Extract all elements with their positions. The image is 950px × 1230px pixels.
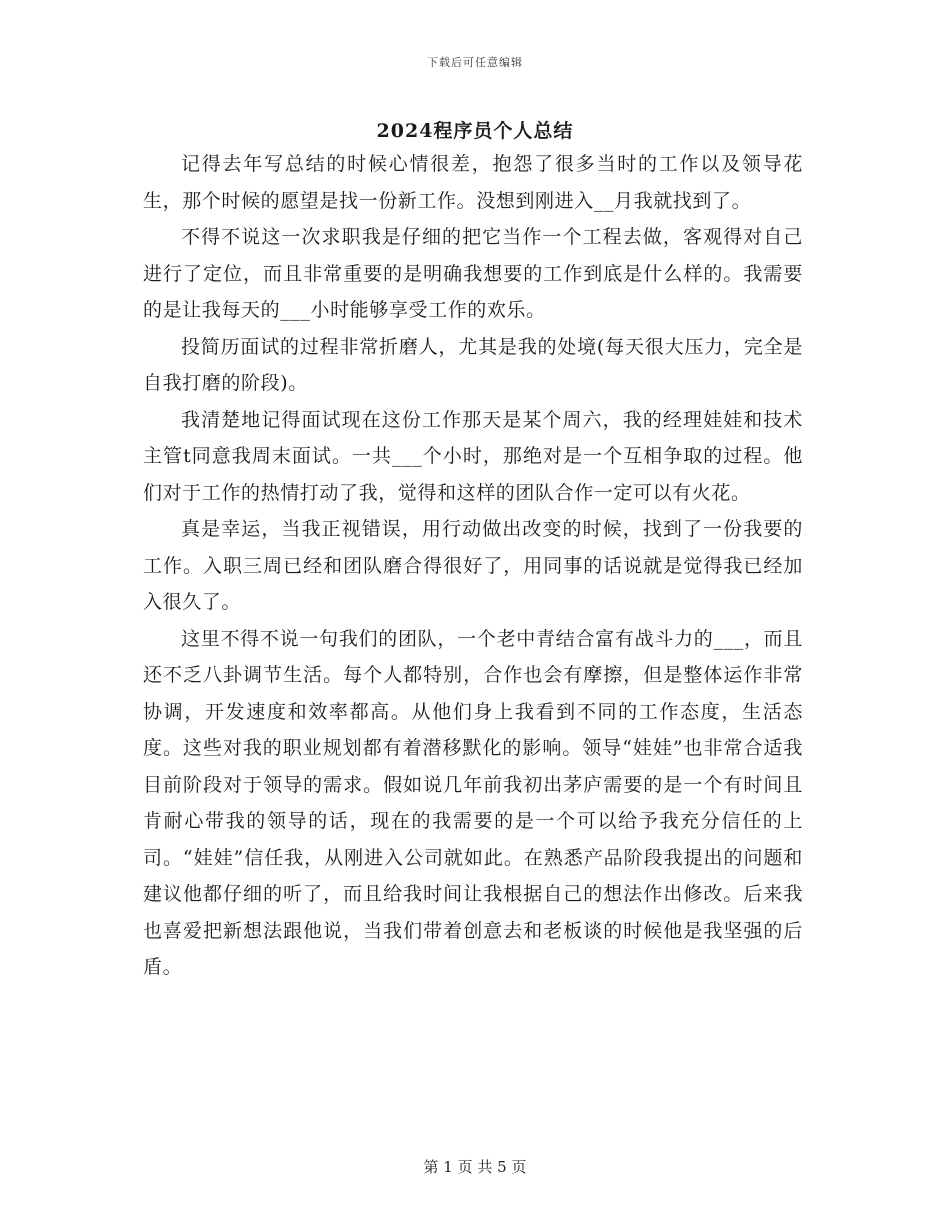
paragraph: 这里不得不说一句我们的团队，一个老中青结合富有战斗力的___，而且还不乏八卦调节生活。每个人都特别，合作也会有摩擦，但是整体运作非常协调，开发速度和效率都高。从他们身上我看到不同的工作态度，生活态度。这些对我的职业规划都有着潜移默化的影响。领导“娃娃”也非常合适我目前阶段对于领导的需求。假如说几年前我初出茅庐需要的是一个有时间且肯耐心带我的领导的话，现在的我需要的是一个可以给予我充分信任的上司。“娃娃”信任我，从刚进入公司就如此。在熟悉产品阶段我提出的问题和建议他都仔细的听了，而且给我时间让我根据自己的想法作出修改。后来我也喜爱把新想法跟他说，当我们带着创意去和老板谈的时候他是我坚强的后盾。 (143, 627, 803, 978)
paragraph: 我清楚地记得面试现在这份工作那天是某个周六，我的经理娃娃和技术主管t同意我周末面试。一共___个小时，那绝对是一个互相争取的过程。他们对于工作的热情打动了我，觉得和这样的团队合作一定可以有火花。 (143, 408, 803, 504)
paragraph: 投简历面试的过程非常折磨人，尤其是我的处境(每天很大压力，完全是自我打磨的阶段)。 (143, 335, 803, 394)
paragraph: 不得不说这一次求职我是仔细的把它当作一个工程去做，客观得对自己进行了定位，而且非常重要的是明确我想要的工作到底是什么样的。我需要的是让我每天的___小时能够享受工作的欢乐。 (143, 226, 803, 321)
page-footer: 第 1 页 共 5 页 (423, 1158, 527, 1176)
paragraph: 真是幸运，当我正视错误，用行动做出改变的时候，找到了一份我要的工作。入职三周已经和团队磨合得很好了，用同事的话说就是觉得我已经加入很久了。 (143, 518, 803, 613)
document-body (143, 146, 803, 986)
header-note: 下载后可任意编辑 (427, 56, 523, 69)
document-title: 2024程序员个人总结 (376, 120, 574, 142)
paragraph: 记得去年写总结的时候心情很差，抱怨了很多当时的工作以及领导花生，那个时候的愿望是找一份新工作。没想到刚进入__月我就找到了。 (143, 153, 803, 212)
